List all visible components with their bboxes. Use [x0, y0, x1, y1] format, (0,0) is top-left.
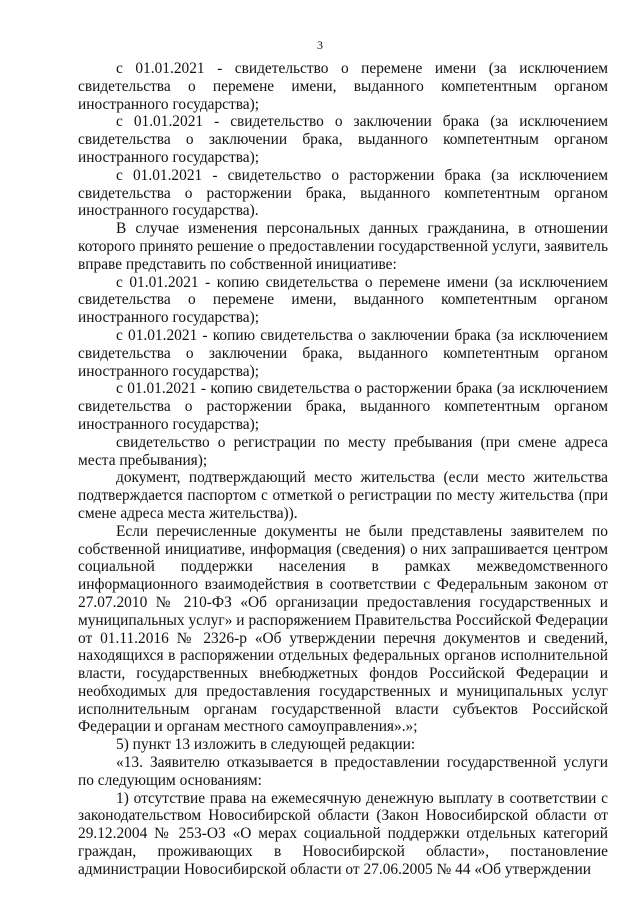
paragraph-6: с 01.01.2021 - копию свидетельства о заключении брака (за исключением свидетельства о заключении брака, выданного компетентным органом иностранного государства); — [78, 326, 608, 380]
paragraph-1: с 01.01.2021 - свидетельство о перемене имени (за исключением свидетельства о перемене имени, выданного компетентным органом иностранного государства); — [78, 60, 608, 113]
paragraph-9: документ, подтверждающий место жительства (если место жительства подтверждается паспортом с отметкой о регистрации по месту жительства (при смене адреса места жительства)). — [78, 469, 608, 522]
paragraph-12: «13. Заявителю отказывается в предоставлении государственной услуги по следующим основаниям: — [78, 754, 608, 789]
paragraph-5: с 01.01.2021 - копию свидетельства о перемене имени (за исключением свидетельства о перемене имени, выданного компетентным органом иностранного государства); — [78, 273, 608, 327]
paragraph-2: с 01.01.2021 - свидетельство о заключении брака (за исключением свидетельства о заключении брака, выданного компетентным органом иностранного государства); — [78, 113, 608, 166]
paragraph-7: с 01.01.2021 - копию свидетельства о расторжении брака (за исключением свидетельства о расторжении брака, выданного компетентным органом иностранного государства); — [78, 380, 608, 433]
paragraph-8: свидетельство о регистрации по месту пребывания (при смене адреса места пребывания); — [78, 433, 608, 469]
page-number: 3 — [317, 38, 323, 52]
document-body — [78, 60, 608, 879]
paragraph-13: 1) отсутствие права на ежемесячную денежную выплату в соответствии с законодательством Новосибирской области (Закон Новосибирской области от 29.12.2004 № 253-ОЗ «О мерах социальной поддержки отдельных категорий граждан, проживающих в Новосибирской области», постановление администрации Новосибирской области от 27.06.2005 № 44 «Об утверждении — [78, 789, 608, 878]
paragraph-3: с 01.01.2021 - свидетельство о расторжении брака (за исключением свидетельства о расторжении брака, выданного компетентным органом иностранного государства). — [78, 166, 608, 220]
paragraph-10: Если перечисленные документы не были представлены заявителем по собственной инициативе, информация (сведения) о них запрашивается центром социальной поддержки населения в рамках межведомственного информационного взаимодействия в соответствии с Федеральным законом от 27.07.2010 № 210-ФЗ «Об организации предоставления государственных и муниципальных услуг» и распоряжением Правительства Российской Федерации от 01.11.2016 № 2326-р «Об утверждении перечня документов и сведений, находящихся в распоряжении отдельных федеральных органов исполнительной власти, государственных внебюджетных фондов Российской Федерации и необходимых для предоставления государственных и муниципальных услуг исполнительным органам государственной власти субъектов Российской Федерации и органам местного самоуправления».»; — [78, 522, 608, 736]
paragraph-11: 5) пункт 13 изложить в следующей редакции: — [116, 736, 416, 754]
paragraph-4: В случае изменения персональных данных гражданина, в отношении которого принято решение о предоставлении государственной услуги, заявитель вправе представить по собственной инициативе: — [78, 220, 608, 273]
